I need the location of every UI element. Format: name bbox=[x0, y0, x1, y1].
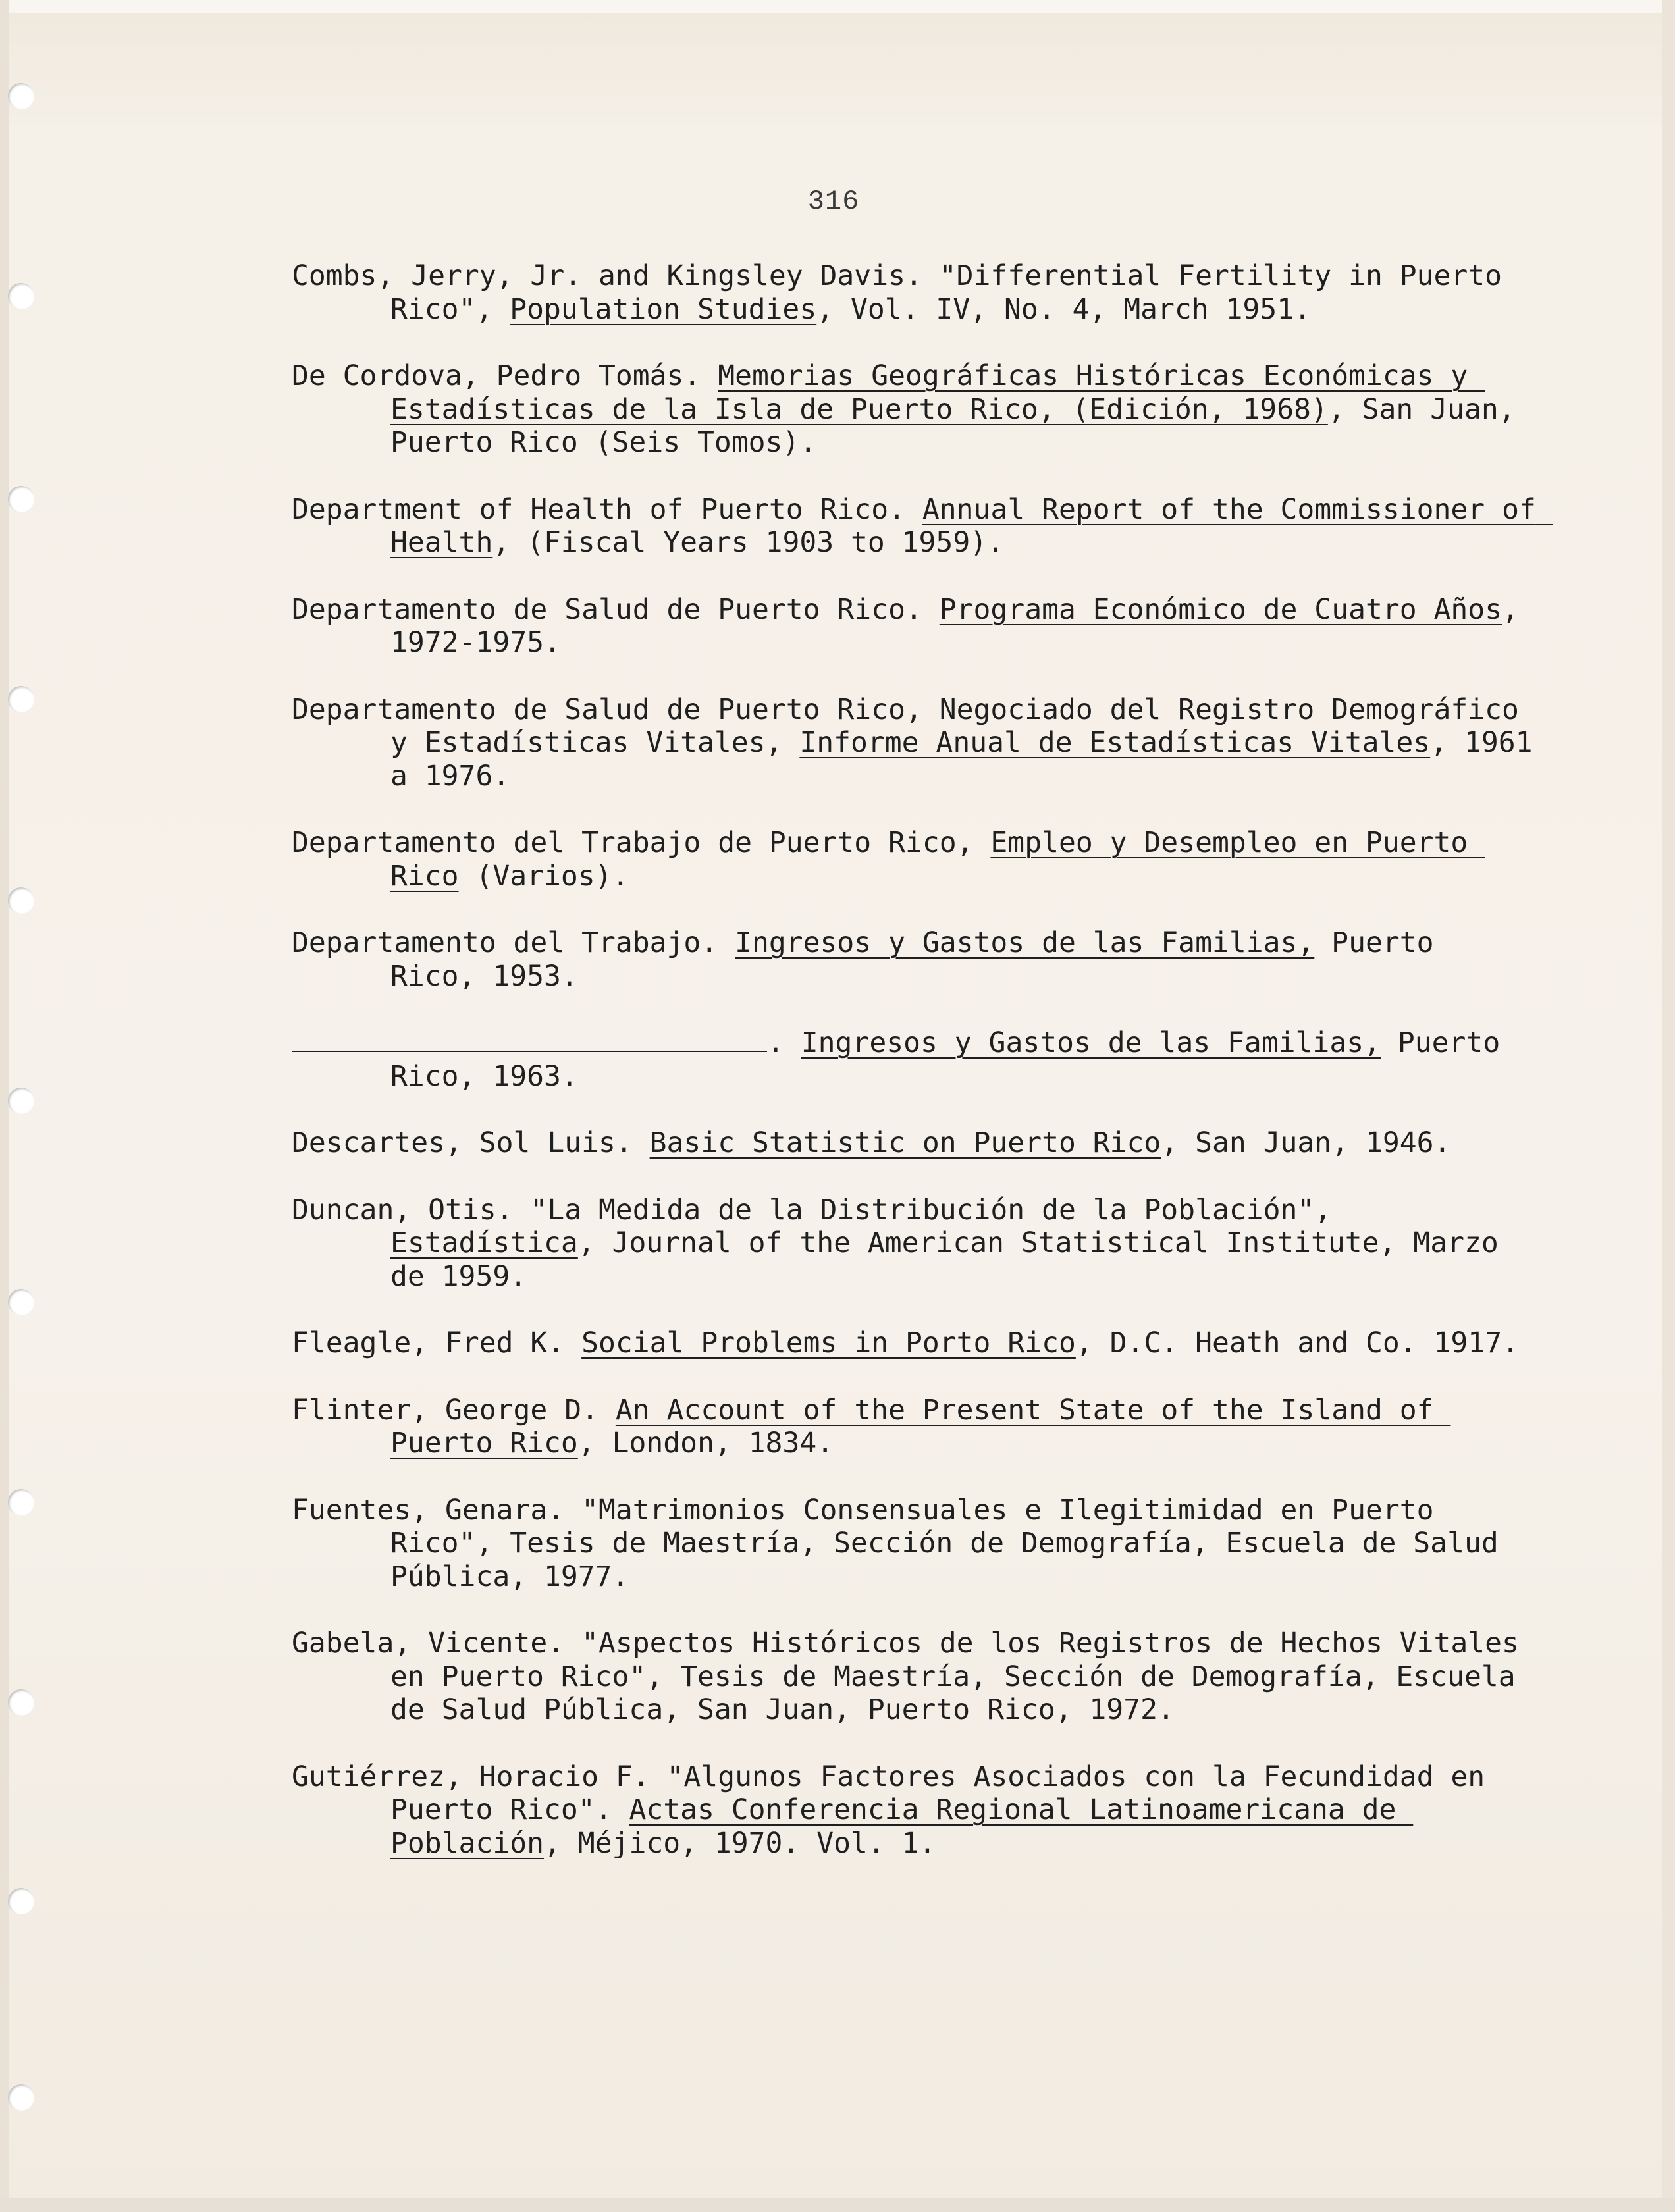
bibliography-list bbox=[292, 259, 1553, 1893]
entry-text: , San Juan, 1946. bbox=[1161, 1126, 1451, 1159]
entry-title: Actas Conferencia Regional Latinoamericana de Población bbox=[390, 1793, 1414, 1860]
binder-hole bbox=[8, 2084, 34, 2111]
binder-hole bbox=[8, 283, 34, 309]
bibliography-entry bbox=[292, 1494, 1543, 1594]
binder-hole bbox=[8, 83, 34, 109]
binder-hole bbox=[8, 1689, 34, 1716]
entry-text: , Vol. IV, No. 4, March 1951. bbox=[816, 292, 1311, 326]
entry-title: Basic Statistic on Puerto Rico bbox=[649, 1126, 1161, 1159]
binder-hole bbox=[8, 1888, 34, 1914]
bibliography-entry bbox=[292, 492, 1553, 560]
entry-title: Ingresos y Gastos de las Familias, bbox=[801, 1026, 1381, 1059]
entry-text: Department of Health of Puerto Rico. bbox=[292, 492, 922, 526]
binder-hole bbox=[8, 1489, 34, 1515]
bibliography-entry bbox=[292, 1194, 1543, 1294]
entry-title: An Account of the Present State of the Island of Puerto Rico bbox=[390, 1393, 1451, 1460]
bibliography-entry bbox=[292, 1627, 1543, 1727]
entry-title: Programa Económico de Cuatro Años bbox=[939, 592, 1502, 626]
entry-title: Empleo y Desempleo en Puerto Rico bbox=[390, 826, 1485, 893]
entry-text: Departamento de Salud de Puerto Rico. bbox=[292, 592, 940, 626]
entry-text: Duncan, Otis. "La Medida de la Distribución de la Población", bbox=[292, 1193, 1349, 1226]
entry-title: Population Studies bbox=[510, 292, 817, 326]
paper-edge-top bbox=[0, 0, 1675, 13]
entry-text: , Journal of the American Statistical Institute, Marzo de 1959. bbox=[390, 1226, 1516, 1293]
bibliography-entry bbox=[292, 259, 1543, 326]
binder-hole bbox=[8, 1289, 34, 1315]
entry-text: , London, 1834. bbox=[577, 1427, 834, 1460]
entry-text: , Méjico, 1970. Vol. 1. bbox=[544, 1826, 936, 1860]
page-number: 316 bbox=[807, 186, 860, 217]
bibliography-entry bbox=[292, 926, 1543, 993]
binder-hole bbox=[8, 686, 34, 712]
repeat-author-rule bbox=[292, 1031, 767, 1052]
bibliography-entry bbox=[292, 359, 1543, 460]
entry-text: Puerto Rico, 1963. bbox=[390, 1026, 1518, 1093]
bibliography-entry bbox=[292, 593, 1543, 660]
bibliography-entry bbox=[292, 1327, 1543, 1360]
bibliography-entry bbox=[292, 826, 1543, 893]
entry-text: , 1961 a 1976. bbox=[390, 726, 1550, 793]
entry-text: Fuentes, Genara. "Matrimonios Consensuales e Ilegitimidad en Puerto Rico", Tesis de Maestría, Sección de Demografía, Escuela de Salud Pública, 1977. bbox=[292, 1493, 1516, 1593]
binder-hole bbox=[8, 1088, 34, 1114]
entry-text: De Cordova, Pedro Tomás. bbox=[292, 359, 718, 392]
paper-edge-left bbox=[0, 0, 9, 2212]
paper-edge-bottom bbox=[0, 2198, 1675, 2212]
bibliography-entry bbox=[292, 1394, 1543, 1460]
entry-text: Fleagle, Fred K. bbox=[292, 1327, 582, 1359]
entry-text: Puerto Rico, 1953. bbox=[390, 926, 1468, 993]
binder-hole bbox=[8, 486, 34, 512]
entry-text: (Varios). bbox=[458, 859, 629, 893]
entry-title: Social Problems in Porto Rico bbox=[581, 1327, 1076, 1359]
entry-text: . bbox=[767, 1026, 801, 1059]
bibliography-entry bbox=[292, 1026, 1543, 1093]
bibliography-entry bbox=[292, 1760, 1543, 1860]
entry-title: Memorias Geográficas Históricas Económicas y Estadísticas de la Isla de Puerto Rico, (Edición, 1968) bbox=[390, 359, 1485, 426]
bibliography-entry bbox=[292, 693, 1550, 793]
entry-text: , (Fiscal Years 1903 to 1959). bbox=[492, 526, 1004, 559]
entry-text: Descartes, Sol Luis. bbox=[292, 1126, 650, 1159]
entry-text: Flinter, George D. bbox=[292, 1393, 616, 1427]
entry-title: Informe Anual de Estadísticas Vitales bbox=[799, 726, 1431, 759]
entry-title: Annual Report of the Commissioner of Health bbox=[390, 492, 1553, 559]
bibliography-entry bbox=[292, 1126, 1543, 1160]
entry-title: Ingresos y Gastos de las Familias, bbox=[735, 926, 1315, 959]
entry-text: , D.C. Heath and Co. 1917. bbox=[1075, 1327, 1519, 1359]
entry-text: , 1972-1975. bbox=[390, 592, 1536, 659]
binder-hole bbox=[8, 887, 34, 914]
entry-text: Departamento del Trabajo. bbox=[292, 926, 735, 959]
entry-text: Departamento del Trabajo de Puerto Rico, bbox=[292, 826, 991, 859]
entry-title: Estadística bbox=[390, 1226, 578, 1259]
entry-text: Gutiérrez, Horacio F. "Algunos Factores Asociados con la Fecundidad en Puerto Rico". bbox=[292, 1760, 1502, 1826]
paper-edge-right bbox=[1662, 0, 1675, 2212]
entry-text: Gabela, Vicente. "Aspectos Históricos de los Registros de Hechos Vitales en Puerto Rico", Tesis de Maestría, Sección de Demografía, Escuela de Salud Pública, San Juan, Puerto Rico, 1972. bbox=[292, 1627, 1536, 1726]
entry-text: Combs, Jerry, Jr. and Kingsley Davis. "Differential Fertility in Puerto Rico", bbox=[292, 259, 1519, 326]
entry-text: Departamento de Salud de Puerto Rico, Negociado del Registro Demográfico y Estadísticas Vitales, bbox=[292, 693, 1536, 759]
entry-text: , San Juan, Puerto Rico (Seis Tomos). bbox=[390, 392, 1533, 459]
